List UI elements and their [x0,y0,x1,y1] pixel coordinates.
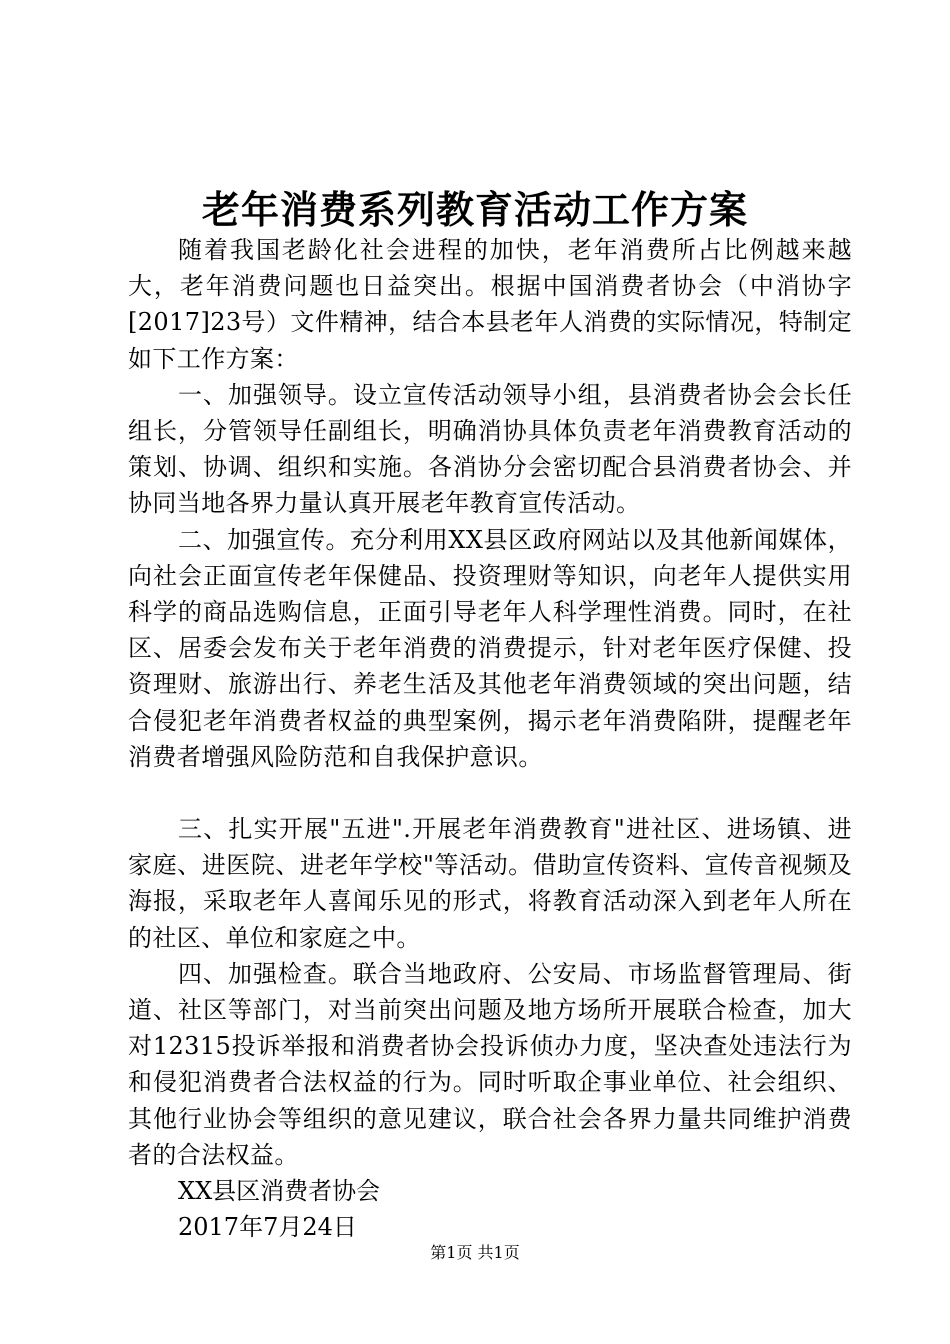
page-footer: 第1页 共1页 [430,1243,520,1262]
document-title: 老年消费系列教育活动工作方案 [201,187,748,232]
paragraph-five-entries: 三、扎实开展"五进".开展老年消费教育"进社区、进场镇、进家庭、进医院、进老年学校"等活动。借助宣传资料、宣传音视频及海报，采取老年人喜闻乐见的形式，将教育活动深入到老年人所在的社区、单位和家庭之中。 [128,815,852,952]
paragraph-publicity: 二、加强宣传。充分利用XX县区政府网站以及其他新闻媒体，向社会正面宣传老年保健品、投资理财等知识，向老年人提供实用科学的商品选购信息，正面引导老年人科学理性消费。同时，在社区、居委会发布关于老年消费的消费提示，针对老年医疗保健、投资理财、旅游出行、养老生活及其他老年消费领域的突出问题，结合侵犯老年消费者权益的典型案例，揭示老年消费陷阱，提醒老年消费者增强风险防范和自我保护意识。 [128,525,852,771]
paragraph-leadership: 一、加强领导。设立宣传活动领导小组，县消费者协会会长任组长，分管领导任副组长，明确消协具体负责老年消费教育活动的策划、协调、组织和实施。各消协分会密切配合县消费者协会、并协同当地各界力量认真开展老年教育宣传活动。 [128,380,852,518]
paragraph-inspection: 四、加强检查。联合当地政府、公安局、市场监督管理局、街道、社区等部门，对当前突出问题及地方场所开展联合检查，加大对12315投诉举报和消费者协会投诉侦办力度，坚决查处违法行为和侵犯消费者合法权益的行为。同时听取企事业单位、社会组织、其他行业协会等组织的意见建议，联合社会各界力量共同维护消费者的合法权益。 [128,959,852,1169]
paragraph-intro: 随着我国老龄化社会进程的加快，老年消费所占比例越来越大，老年消费问题也日益突出。根据中国消费者协会（中消协字[2017]23号）文件精神，结合本县老年人消费的实际情况，特制定如下工作方案： [128,236,852,373]
signature-organization: XX县区消费者协会 [178,1177,381,1206]
signature-date: 2017年7月24日 [178,1213,357,1242]
document-body [128,232,852,1245]
